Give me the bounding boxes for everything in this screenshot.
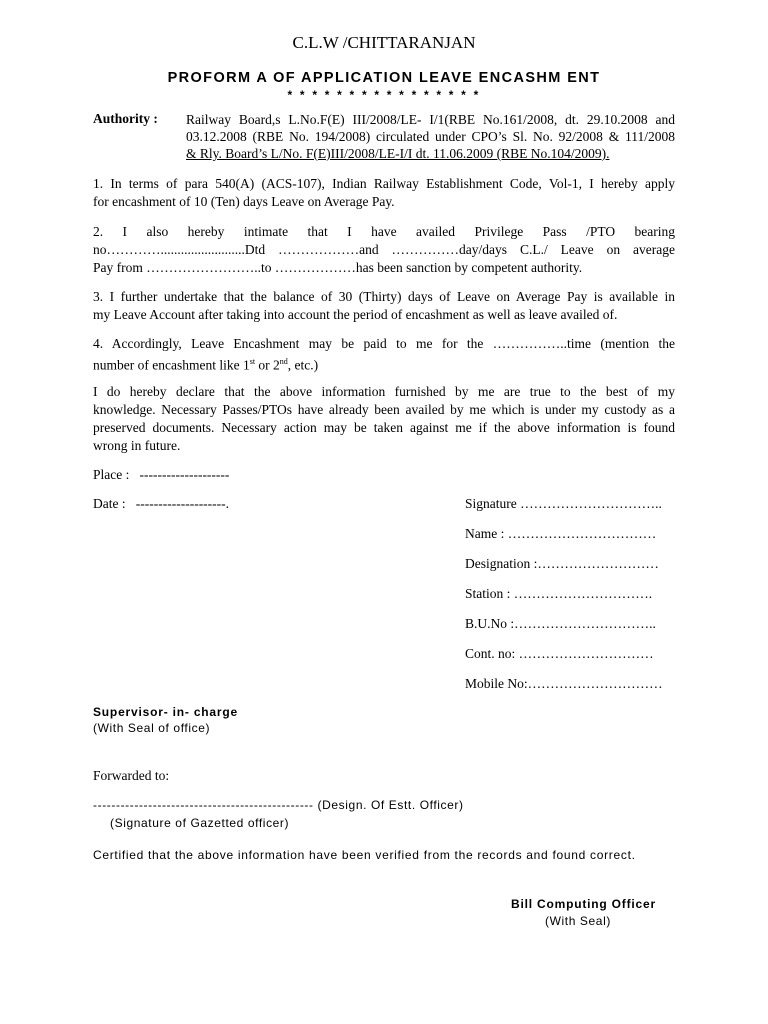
title-star-divider: * * * * * * * * * * * * * * * *	[287, 88, 481, 102]
page-title: C.L.W /CHITTARANJAN	[292, 33, 476, 52]
date-label: Date :	[93, 496, 126, 511]
paragraph-1-line-2: for encashment of 10 (Ten) days Leave on Average Pay.	[93, 194, 395, 209]
paragraph-2-line-3: Pay from ……………………..to ………………has been sanction by competent authority.	[93, 260, 583, 275]
paragraph-4-text-a: number of encashment like 1	[93, 357, 250, 373]
paragraph-4	[93, 335, 675, 375]
mobile-no-field: Mobile No:…………………………	[465, 676, 663, 691]
supervisor-seal-note: (With Seal of office)	[93, 721, 211, 735]
paragraph-1-line-1: 1. In terms of para 540(A) (ACS-107), Indian Railway Establishment Code, Vol-1, I hereby apply	[93, 176, 675, 191]
declaration-line-2: knowledge. Necessary Passes/PTOs have already been availed by me which is under my custody as a	[93, 402, 675, 417]
declaration-line-4: wrong in future.	[93, 438, 181, 453]
date-field	[93, 496, 229, 512]
authority-label: Authority :	[93, 111, 158, 126]
declaration-paragraph	[93, 383, 675, 455]
contact-no-field: Cont. no: …………………………	[465, 646, 654, 661]
gazetted-officer-signature-label: (Signature of Gazetted officer)	[110, 816, 290, 830]
paragraph-3	[93, 288, 675, 324]
ordinal-suffix-1: st	[249, 357, 256, 366]
designation-field: Designation :………………………	[465, 556, 659, 571]
authority-text	[186, 111, 675, 162]
declaration-line-3: preserved documents. Necessary action may be taken against me if the above information is found	[93, 420, 675, 435]
paragraph-3-line-2: my Leave Account after taking into account the period of encashment as well as leave availed of.	[93, 307, 618, 322]
forwarded-to-label: Forwarded to:	[93, 768, 170, 783]
date-value: --------------------.	[135, 496, 230, 511]
estt-officer-line: ------------------------------------------------ (Design. Of Estt. Officer)	[93, 798, 464, 812]
place-label: Place :	[93, 467, 130, 482]
place-field	[93, 467, 229, 483]
authority-line-3: & Rly. Board’s L/No. F(E)III/2008/LE-I/I dt. 11.06.2009 (RBE No.104/2009).	[186, 146, 610, 161]
paragraph-2-line-1: 2. I also hereby intimate that I have availed Privilege Pass /PTO bearing	[93, 224, 675, 239]
declaration-line-1: I do hereby declare that the above information furnished by me are true to the best of my	[93, 384, 675, 399]
paragraph-1	[93, 175, 675, 211]
paragraph-3-line-1: 3. I further undertake that the balance of 30 (Thirty) days of Leave on Average Pay is available in	[93, 289, 675, 304]
bu-no-field: B.U.No :…………………………..	[465, 616, 656, 631]
signature-field: Signature …………………………..	[465, 496, 662, 511]
bill-computing-officer-title: Bill Computing Officer	[511, 897, 656, 911]
station-field: Station : ………………………….	[465, 586, 653, 601]
authority-line-1: Railway Board,s L.No.F(E) III/2008/LE- I/1(RBE No.161/2008, dt. 29.10.2008 and	[186, 112, 675, 127]
name-field: Name : ……………………………	[465, 526, 657, 541]
paragraph-4-line-1: 4. Accordingly, Leave Encashment may be paid to me for the ……………..time (mention the	[93, 336, 675, 351]
certification-statement: Certified that the above information have been verified from the records and found correct.	[93, 848, 636, 862]
form-subtitle: PROFORM A OF APPLICATION LEAVE ENCASHM ENT	[167, 70, 601, 86]
bill-computing-officer-seal-note: (With Seal)	[545, 914, 611, 928]
authority-line-2: 03.12.2008 (RBE No. 194/2008) circulated under CPO’s Sl. No. 92/2008 & 111/2008	[186, 129, 675, 144]
paragraph-4-line-2	[93, 353, 675, 375]
paragraph-2	[93, 223, 675, 277]
paragraph-4-text-c: , etc.)	[287, 357, 319, 373]
place-value: --------------------	[139, 467, 230, 482]
paragraph-4-text-b: or 2	[255, 357, 280, 373]
ordinal-suffix-2: nd	[279, 357, 288, 366]
paragraph-2-line-2: no………….........................Dtd ………………and ……………day/days C.L./ Leave on average	[93, 242, 675, 257]
supervisor-title: Supervisor- in- charge	[93, 705, 238, 719]
